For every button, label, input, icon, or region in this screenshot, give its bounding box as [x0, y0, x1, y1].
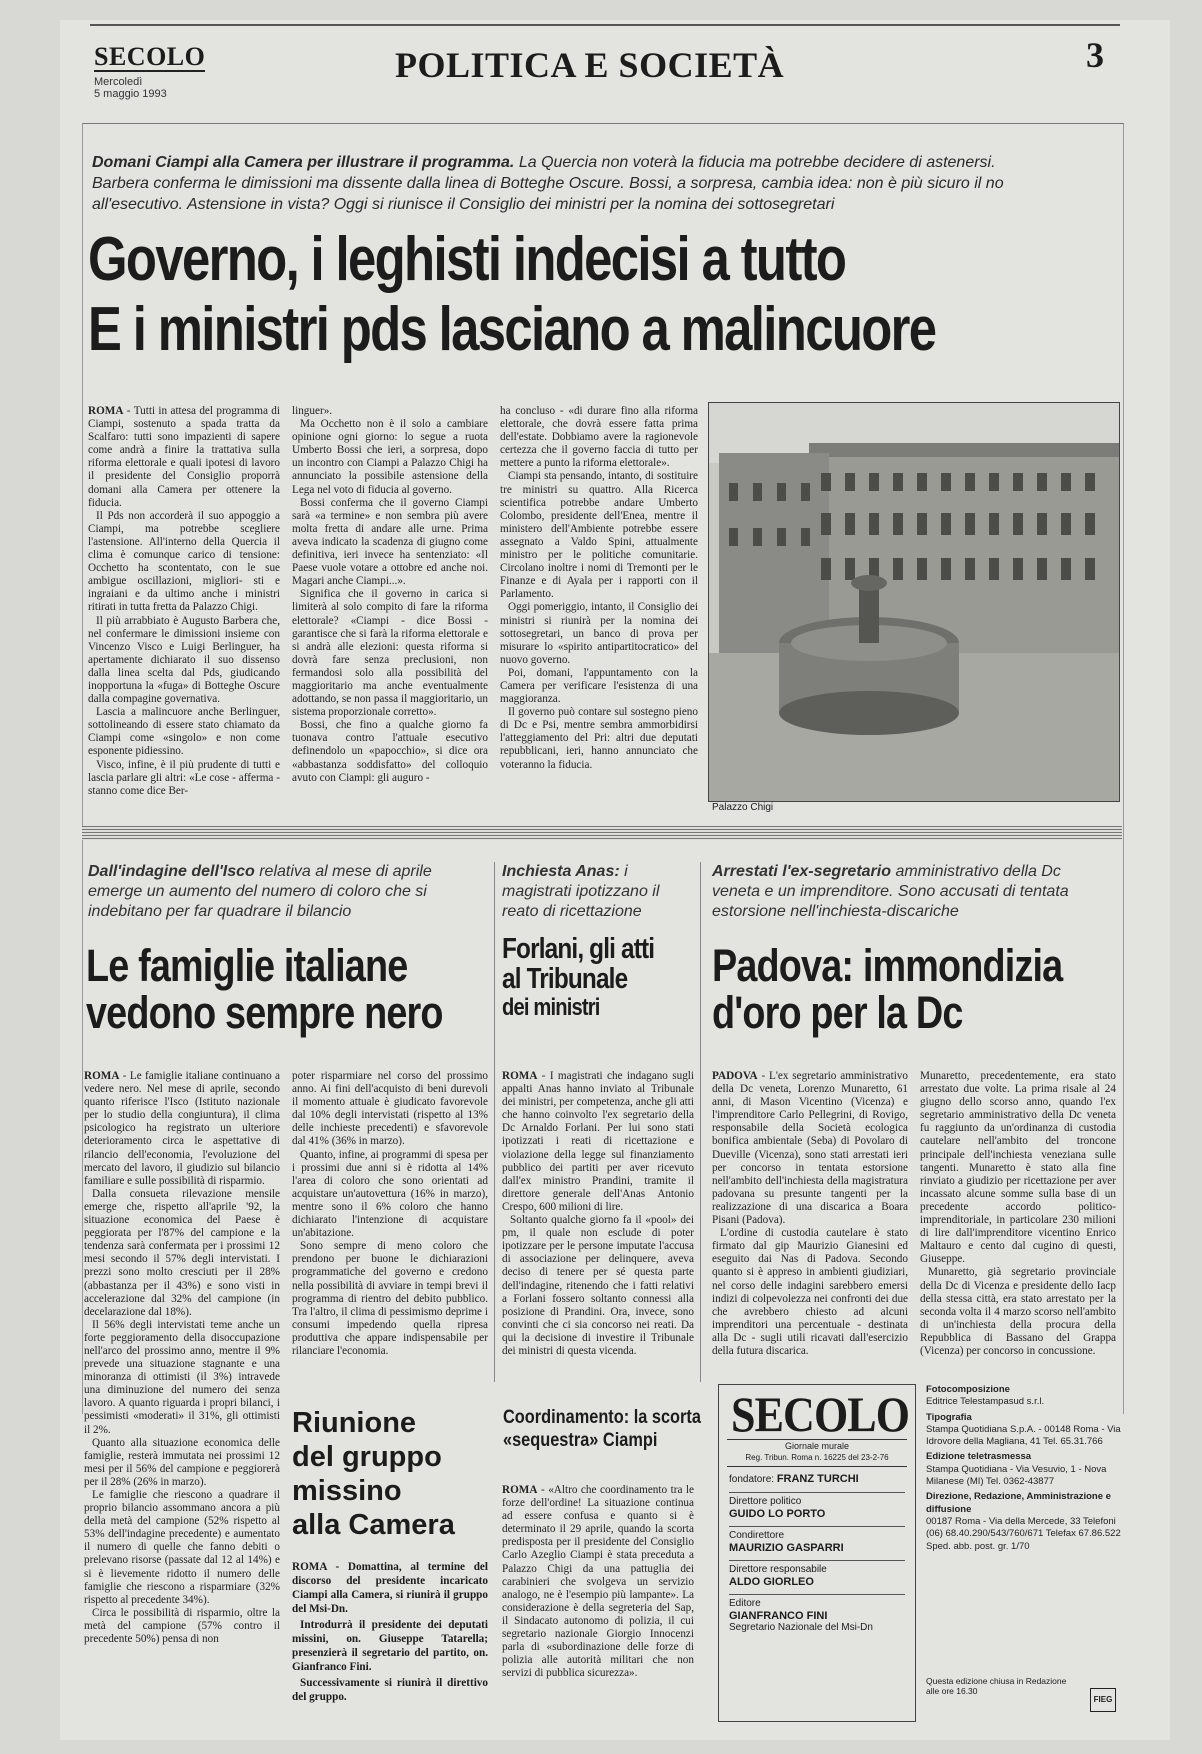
colophon-co-director: Condirettore MAURIZIO GASPARRI — [729, 1526, 905, 1554]
anas-headline — [502, 934, 654, 1020]
lead-column-2 — [292, 405, 488, 825]
lead-column-1 — [88, 405, 280, 825]
section-divider — [82, 826, 1122, 840]
coordinamento-dateline: ROMA — [502, 1484, 538, 1496]
anas-kicker-text: i magistrati ipotizzano il reato di ricettazione — [502, 863, 660, 920]
padova-kicker-bold: Arrestati l'ex-segretario — [712, 863, 891, 880]
anas-dateline: ROMA — [502, 1070, 538, 1082]
isco-col1-p3: Quanto alla situazione economica delle famiglie, resterà immutata nei prossimi 12 mesi per il 56% del campione e peggiorerà per il 28% (26% in marzo). — [84, 1436, 280, 1488]
padova-col1-p0: PADOVA - L'ex segretario amministrativo della Dc veneta, Lorenzo Munaretto, 61 anni, di Mason Vicentino (Vicenza) e l'imprenditore Carlo Pellegrini, di Rovigo, responsabile della Società ecologica bonifica ambientale (Seba) di Povolaro di Dueville (Vicenza), sono stati arrestati ieri per concorso in tentata estorsione nell'ambito dell'inchiesta della magistratura padovana su presunte tangenti per la realizzazione di una discarica a Boara Pisani (Padova). — [712, 1070, 908, 1227]
lead-kicker — [92, 152, 1052, 215]
header-rule — [90, 24, 1120, 26]
issue-date — [94, 76, 167, 100]
anas-headline-line2: al Tribunale — [502, 963, 628, 996]
padova-headline — [712, 942, 1062, 1037]
colophon-founder: fondatore: FRANZ TURCHI — [729, 1473, 859, 1485]
column-rule — [700, 862, 701, 1382]
lead-col2-p1: Ma Occhetto non è il solo a cambiare opinione ogni giorno: lo segue a ruota Umberto Bossi che ieri, a sorpresa, dopo un incontro con Ciampi a Palazzo Chigi ha annunciato la possibile astensione della Lega nel voto di fiducia al governo. — [292, 418, 488, 496]
padova-col2-p0: Munaretto, precedentemente, era stato arrestato due volte. La prima risale al 24 giugno dello scorso anno, quando l'ex segretario amministrativo della Dc veneta fu raggiunto da un'ordinanza di custodia cautelare nell'ambito del troncone principale dell'inchiesta veneziana sulle tangenti. Munaretto è stato alla fine rinviato a giudizio per ricettazione per aver incassato alcune somme sulla base di un precedente accordo politico-imprenditoriale, in particolare 230 milioni di lire dall'imprenditore vicentino Enrico Maltauro e cento dal cugino di questi, Giuseppe. — [920, 1070, 1116, 1266]
isco-col2-p1: Quanto, infine, ai programmi di spesa per i prossimi due anni si è ridotta al 14% l'area di coloro che sono orientati ad acquistare un'autovettura (16% in marzo), mentre sono il 6% coloro che hanno dichiarato l'intenzione di acquistare un'abitazione. — [292, 1148, 488, 1240]
riunione-dateline: ROMA — [292, 1561, 327, 1573]
anas-headline-line1: Forlani, gli atti — [502, 933, 655, 965]
isco-kicker-bold: Dall'indagine dell'Isco — [88, 863, 255, 880]
anas-kicker-bold: Inchiesta Anas: — [502, 863, 620, 880]
riunione-p0: ROMA - Domattina, al termine del discorso del presidente incaricato Ciampi alla Camera, si riunirà il gruppo del Msi-Dn. — [292, 1561, 488, 1615]
colophon-office: Direzione, Redazione, Amministrazione e diffusione 00187 Roma - Via della Mercede, 33 Telefoni (06) 68.40.290/543/760/671 Telefax 67.86.522 Sped. abb. post. gr. 1/70 — [926, 1491, 1121, 1552]
isco-headline — [86, 942, 443, 1037]
colophon-logo: SECOLO — [731, 1386, 910, 1442]
colophon-registration: Reg. Tribun. Roma n. 16225 del 23-2-76 — [727, 1452, 907, 1467]
isco-col2-p2: Sono sempre di meno coloro che prendono per buone le dichiarazioni programmatiche del governo e credono nella possibilità di avviare in tempi brevi il programma di rientro del debito pubblico. Tra l'altro, il clima di pessimismo deprime i consumi impedendo quella ripresa produttiva che appare indispensabile per rilanciare l'economia. — [292, 1240, 488, 1357]
colophon-photocomp: Fotocomposizione Editrice Telestampasud s.r.l. — [926, 1384, 1045, 1408]
anas-p1: Soltanto qualche giorno fa il «pool» dei pm, il quale non esclude di poter ipotizzare per le persone imputate l'accusa di associazione per delinquere, aveva deciso di tenere per sé questa parte dell'indagine, ritenendo che i fatti relativi a Forlani fossero soltanto connessi alla posizione di Prandini. Ora, invece, sono convinti che ci sia concorso nei reati. Da qui la decisione di investire il Tribunale dei ministri di questa vicenda. — [502, 1214, 694, 1357]
isco-headline-line2: vedono sempre nero — [86, 987, 443, 1039]
padova-kicker — [712, 862, 1112, 922]
colophon-print: Tipografia Stampa Quotidiana S.p.A. - 00148 Roma - Via Idrovore della Magliana, 41 Tel. 65.31.766 — [926, 1411, 1121, 1448]
riunione-headline-line2: del gruppo — [292, 1441, 442, 1473]
isco-col2-p0: poter risparmiare nel corso del prossimo anno. Ai fini dell'acquisto di beni durevoli il momento attuale è giudicato favorevole dal 10% degli intervistati (rispetto al 13% delle inchieste precedenti) e sfavorevole dal 41% (36% in marzo). — [292, 1070, 488, 1148]
riunione-headline-line4: alla Camera — [292, 1509, 455, 1541]
riunione-headline — [292, 1406, 455, 1542]
padova-col2-p1: Munaretto, già segretario provinciale della Dc di Vicenza e presidente dello Iacp della stessa città, era stato arrestato per la seconda volta il 4 marzo scorso nell'ambito di un'inchiesta della procura della Repubblica di Bassano del Grappa (Vicenza) per concorso in concussione. — [920, 1266, 1116, 1357]
lead-col2-p4: Bossi, che fino a qualche giorno fa tuonava contro l'attuale esecutivo definendolo un «papocchio», si dice ora «abbastanza soddisfatto» del colloquio avuto con Ciampi: gli auguro - — [292, 719, 488, 784]
colophon-tele: Edizione teletrasmessa Stampa Quotidiana - Via Vesuvio, 1 - Nova Milanese (MI) Tel. 0362-43877 — [926, 1451, 1107, 1488]
padova-column-1 — [712, 1070, 908, 1385]
anas-column — [502, 1070, 694, 1385]
lead-col3-p1: Ciampi sta pensando, intanto, di sostituire tre ministri su quattro. Alla Ricerca scientifica potrebbe andare Umberto Colombo, presidente dell'Enea, mentre il ministero dell'Ambiente potrebbe essere assegnato a Valdo Spini, attualmente ministro per le politiche comunitarie. Circolano inoltre i nomi di Tremonti per le Finanze e di Ayala per i rapporti con il Parlamento. — [500, 470, 698, 601]
isco-column-2 — [292, 1070, 488, 1385]
issue-weekday: Mercoledì — [94, 76, 143, 88]
anas-p0: ROMA - I magistrati che indagano sugli appalti Anas hanno inviato al Tribunale dei ministri, per competenza, anche gli atti che hanno coinvolto l'ex segretario della Dc Arnaldo Forlani. Per lui sono stati ipotizzati i reati di ricettazione e violazione della legge sul finanziamento pubblico dei partiti per aver ricevuto dall'ex ministro Prandini, tramite il direttore generale dell'Anas Antonio Crespo, 600 milioni di lire. — [502, 1070, 694, 1213]
colophon-subtitle: Giornale murale — [727, 1439, 907, 1452]
lead-kicker-text: La Quercia non voterà la fiducia ma potrebbe decidere di astenersi. Barbera conferma le dimissioni ma dissente dalla linea di Botteghe Oscure. Bossi, a sorpresa, cambia idea: non è più sicuro il no all'esecutivo. Astensione in vista? Oggi si riunisce il Consiglio dei ministri per la nomina dei sottosegretari — [92, 154, 1004, 213]
colophon-political-director: Direttore politico GUIDO LO PORTO — [729, 1492, 905, 1520]
isco-col1-p0: ROMA - Le famiglie italiane continuano a vedere nero. Nel mese di aprile, secondo quanto riferisce l'Isco (Istituto nazionale per lo studio della congiuntura), il clima psicologico ha registrato un ulteriore deterioramento circa le aspettative di rilancio dell'economia, l'evoluzione del mercato del lavoro, il giudizio sul bilancio familiare e sulle possibilità di risparmio. — [84, 1070, 280, 1187]
isco-kicker — [88, 862, 448, 922]
closing-time-note: Questa edizione chiusa in Redazione alle ore 16.30 — [926, 1676, 1067, 1696]
lead-col2-p0: linguer». — [292, 405, 333, 417]
padova-headline-line2: d'oro per la Dc — [712, 987, 963, 1039]
section-title: POLITICA E SOCIETÀ — [395, 45, 785, 85]
coordinamento-p0: ROMA - «Altro che coordinamento tra le forze dell'ordine! La situazione continua ad essere confusa e quanto si è determinato il 29 aprile, quando la scorta predisposta per il presidente del Consiglio Carlo Azeglio Ciampi è stata preceduta a Palazzo Chigi da una pattuglia dei carabinieri che svolgeva un servizio analogo, ne è l'esempio più lampante». La considerazione è della segreteria del Sap, il Sindacato autonomo di polizia, il cui segretario nazionale Giorgio Innocenzi parla di «subordinazione delle forze di polizia alle autorità militari che non servizi di pubblica sicurezza». — [502, 1484, 694, 1680]
isco-col1-p1: Dalla consueta rilevazione mensile emerge che, rispetto all'aprile '92, la situazione economica del Paese è peggiorata per l'87% del campione e la tendenza sarà confermata per i prossimi 12 mesi secondo il 57% degli intervistati. I prezzi sono molto cresciuti per il 28% (abbastanza per il 43%) e sono visti in accelerazione dal 32% del campione (in decelarazione dal 18%). — [84, 1187, 280, 1318]
lead-col1-p2: Il più arrabbiato è Augusto Barbera che, nel confermare le dimissioni insieme con Vincenzo Visco e Luigi Berlinguer, ha apertamente dichiarato il suo dissenso dalla linea scelta dal Pds, giudicando inopportuna la «fuga» di Botteghe Oscure dalla compagine governativa. — [88, 614, 280, 706]
palazzo-chigi-illustration — [709, 403, 1119, 801]
lead-col1-p1: Il Pds non accorderà il suo appoggio a Ciampi, ma potrebbe scegliere l'astensione. All'interno della Quercia il clima è comunque carico di tensione: Occhetto ha scontentato, con le sue ambigue oscillazioni, migliori- sti e ingraiani e da ultimo anche i ministri ritirati in tutta fretta da Palazzo Chigi. — [88, 509, 280, 614]
issue-day: 5 maggio 1993 — [94, 88, 167, 100]
riunione-p2: Successivamente si riunirà il direttivo del gruppo. — [292, 1677, 488, 1703]
coordinamento-headline-line1: Coordinamento: la scorta — [503, 1407, 701, 1428]
lead-headline-line2: E i ministri pds lasciano a malincuore — [88, 295, 936, 364]
riunione-body — [292, 1560, 488, 1706]
colophon-editor: Editore GIANFRANCO FINI Segretario Nazionale del Msi-Dn — [729, 1594, 905, 1634]
lead-col1-p3: Lascia a malincuore anche Berlinguer, sottolineando di essere stato chiamato da Ciampi come «singolo» e non come esponente pidiessino. — [88, 706, 280, 758]
riunione-p1: Introdurrà il presidente dei deputati missini, on. Giuseppe Tatarella; presenzierà il segretario del partito, on. Gianfranco Fini. — [292, 1619, 488, 1673]
lead-column-3 — [500, 405, 698, 825]
page-number: 3 — [1086, 35, 1104, 75]
isco-column-1 — [84, 1070, 280, 1720]
riunione-headline-line3: missino — [292, 1475, 402, 1507]
isco-dateline: ROMA — [84, 1070, 120, 1082]
photo-caption: Palazzo Chigi — [712, 802, 774, 813]
coordinamento-headline-line2: «sequestra» Ciampi — [503, 1430, 658, 1451]
riunione-headline-line1: Riunione — [292, 1407, 417, 1439]
lead-col3-p3: Poi, domani, l'appuntamento con la Camera per verificare l'esistenza di una maggioranza. — [500, 666, 698, 706]
lead-col1-p4: Visco, infine, è il più prudente di tutti e lascia parlare gli altri: «Le cose - afferma - stanno come dice Ber- — [88, 758, 280, 797]
colophon-printing-info — [926, 1384, 1122, 1720]
padova-kicker-text: amministrativo della Dc veneta e un imprenditore. Sono accusati di tentata estorsione nell'inchiesta-discariche — [712, 863, 1069, 920]
lead-col3-p4: Il governo può contare sul sostegno pieno di Dc e Psi, mentre sembra ammorbidirsi l'atteggiamento del Pri: altri due deputati repubblicani, ieri, hanno annunciato che voteranno la fiducia. — [500, 706, 698, 771]
isco-kicker-text: relativa al mese di aprile emerge un aumento del numero di coloro che si indebitano per far quadrare il bilancio — [88, 863, 432, 920]
anas-kicker — [502, 862, 692, 922]
fieg-logo-icon: FIEG — [1090, 1688, 1116, 1712]
lead-col3-p2: Oggi pomeriggio, intanto, il Consiglio dei ministri si riunirà per la nomina dei sottosegretari, un banco di prova per misurare lo «spirito antipartitocratico» del nuovo governo. — [500, 601, 698, 666]
anas-headline-line3: dei ministri — [502, 993, 600, 1021]
lead-col2-p3: Significa che il governo in carica si limiterà al solo compito di fare la riforma elettorale? «Ciampi - dice Bossi - garantisce che si farà la riforma elettorale e si andrà alle elezioni: questa riforma si dovrà fare senza preclusioni, non fermandosi solo alla possibilità del maggioritario ma anche eventualmente adottando, se non passa il maggioritario, un sistema proporzionale corretto». — [292, 588, 488, 719]
lead-col1-p0: ROMA - Tutti in attesa del programma di Ciampi, sostenuto a spada tratta da Scalfaro: tutti sono impazienti di sapere come andrà a finire la trattativa sulla riforma elettorale e quali ipotesi di lavoro il presidente del Consiglio proporrà domani alla Camera per ottenere la fiducia. — [88, 405, 280, 509]
padova-col1-p1: L'ordine di custodia cautelare è stato firmato dal gip Maurizio Gianesini ed eseguito dai Nas di Padova. Secondo quanto si è appreso in ambienti giudiziari, nel corso delle indagini sarebbero emersi indizi di colpevolezza nei confronti dei due che avrebbero chiesto ad alcuni imprenditori una percentuale - destinata alla Dc - sugli utili ricavati dall'esercizio della futura discarica. — [712, 1227, 908, 1357]
lead-headline-line1: Governo, i leghisti indecisi a tutto — [88, 225, 846, 294]
colophon-box — [718, 1384, 916, 1722]
isco-col1-p5: Circa le possibilità di risparmio, oltre la metà del campione (57% contro il precedente 50%) pensa di non — [84, 1606, 280, 1646]
padova-headline-line1: Padova: immondizia — [712, 940, 1063, 991]
masthead-logo: SECOLO — [94, 42, 206, 71]
lead-kicker-bold: Domani Ciampi alla Camera per illustrare il programma. — [92, 154, 515, 171]
coordinamento-column — [502, 1484, 694, 1720]
lead-dateline: ROMA — [88, 405, 124, 417]
padova-column-2 — [920, 1070, 1116, 1385]
colophon-responsible-director: Direttore responsabile ALDO GIORLEO — [729, 1560, 905, 1588]
lead-col2-p2: Bossi conferma che il governo Ciampi sarà «a termine» e non sembra più avere molta fretta di andare alle urne. Prima aveva indicato la scadenza di giugno come definitiva, ieri invece ha sentenziato: «Il Paese vuole votare a ottobre ed anche noi. Magari anche Ciampi...». — [292, 496, 488, 588]
palazzo-chigi-photo — [708, 402, 1120, 802]
isco-col1-p4: Le famiglie che riescono a quadrare il proprio bilancio assommano ancora a più della metà del campione (52% rispetto al 53% dell'indagine precedente) e aumentato il numero di quelle che fanno debiti o prelevano risorse (passate dal 12 al 14%) e si è lievemente ridotto il numero delle famiglie che riescono a risparmiare (32% rispetto al precedente 34%). — [84, 1489, 280, 1606]
isco-col1-p2: Il 56% degli intervistati teme anche un forte peggioramento della disoccupazione nell'arco del prossimo anno, mentre il 9% prevede una situazione stagnante e una minoranza di ottimisti (il 3%) intravede una diminuzione del numero dei senza lavoro. A quanto riguarda i propri bilanci, i pessimisti «moderati» il 31%, gli ottimisti il 2%. — [84, 1318, 280, 1436]
padova-dateline: PADOVA — [712, 1070, 758, 1082]
column-rule — [494, 862, 495, 1382]
isco-headline-line1: Le famiglie italiane — [86, 940, 408, 991]
lead-headline — [88, 225, 935, 365]
coordinamento-headline — [503, 1406, 701, 1452]
lead-col3-p0: ha concluso - «di durare fino alla riforma elettorale, che dovrà essere fatta prima dell'estate. Dobbiamo avere la ragionevole certezza che il governo faccia di tutto per mettere a punto la riforma elettorale». — [500, 405, 698, 470]
